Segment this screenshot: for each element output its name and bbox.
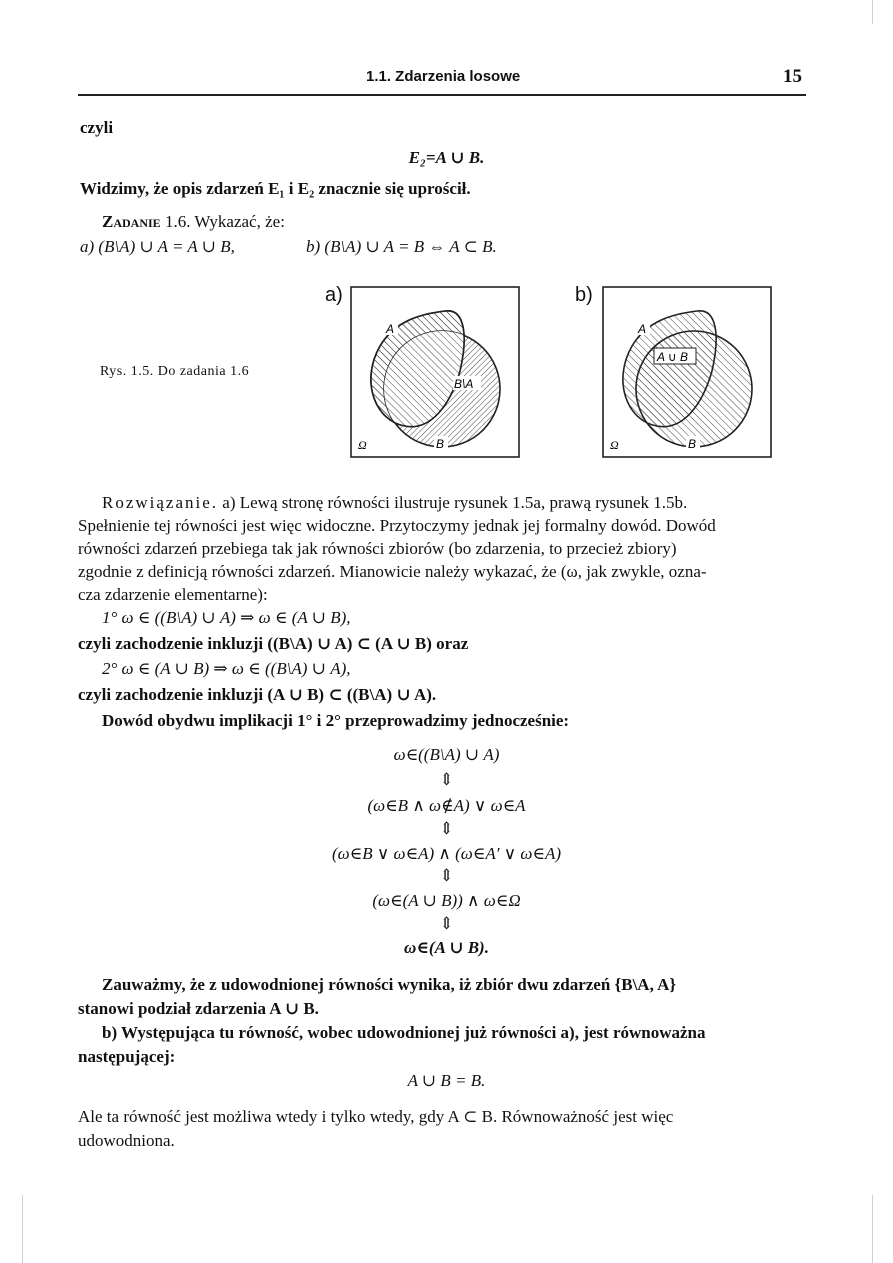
solution-line-3: równości zdarzeń przebiega tak jak równości zbiorów (bo zdarzenia, to przecież zbiory) [78, 539, 677, 558]
label-b-b: B [688, 437, 697, 451]
label-omega: Ω [358, 438, 367, 452]
proof-intro: Dowód obydwu implikacji 1° i 2° przeprowadzimy jednocześnie: [102, 711, 570, 730]
label-a-union-b: A ∪ B [657, 350, 689, 364]
iff-arrow-4: ⇕ [439, 914, 454, 933]
task-part-a: a) (B\A) ∪ A = A ∪ B, [80, 237, 235, 256]
task-part-b: b) (B\A) ∪ A = B ⇔ A ⊂ B. [306, 237, 497, 256]
running-header [78, 64, 806, 96]
implication-1: 1° ω ∈ ((B\A) ∪ A) ⇒ ω ∈ (A ∪ B), [102, 608, 351, 627]
task-number: 1.6. [164, 212, 191, 231]
closing-note-2: stanowi podział zdarzenia A ∪ B. [78, 999, 319, 1018]
proof-step-5: ω∈(A ∪ B). [404, 938, 489, 957]
intro-czyli: czyli [80, 118, 114, 137]
solution-line-1: Rozwiązanie. a) Lewą stronę równości ilustruje rysunek 1.5a, prawą rysunek 1.5b. [102, 493, 688, 512]
figure-b-label: b) [575, 284, 593, 306]
task-label: Zadanie [102, 212, 161, 231]
page-number: 15 [783, 66, 802, 87]
task-heading [102, 211, 285, 233]
intro-widzimy: Widzimy, że opis zdarzeń E₁ i E₂ znacznie się uprościł. [80, 179, 471, 198]
label-b-minus-a: B\A [454, 377, 474, 391]
closing-note-1: Zauważmy, że z udowodnionej równości wynika, iż zbiór dwu zdarzeń {B\A, A} [102, 975, 677, 994]
solution-line-5: cza zdarzenie elementarne): [78, 585, 268, 604]
figure-caption: Rys. 1.5. Do zadania 1.6 [100, 364, 250, 379]
figure-a-label: a) [325, 284, 343, 306]
running-title: 1.1. Zdarzenia losowe [366, 68, 521, 85]
iff-arrow-3: ⇕ [439, 866, 454, 885]
proof-step-2: (ω∈B ∧ ω∉A) ∨ ω∈A [367, 796, 526, 815]
label-omega-b: Ω [610, 438, 619, 452]
proof-step-4: (ω∈(A ∪ B)) ∧ ω∈Ω [372, 891, 521, 910]
equation-e2: E₂=A ∪ B. [408, 148, 485, 167]
page-edge-left [22, 1195, 23, 1263]
implication-1-note: czyli zachodzenie inkluzji ((B\A) ∪ A) ⊂ (A ∪ B) oraz [78, 634, 469, 653]
part-b-line-1: b) Występująca tu równość, wobec udowodnionej już równości a), jest równoważna [102, 1023, 706, 1042]
venn-diagram-a [350, 286, 520, 458]
implication-2: 2° ω ∈ (A ∪ B) ⇒ ω ∈ ((B\A) ∪ A), [102, 659, 351, 678]
proof-step-1: ω∈((B\A) ∪ A) [393, 745, 500, 764]
equation-final: A ∪ B = B. [407, 1071, 486, 1090]
page-edge-right [872, 0, 873, 24]
solution-heading: Rozwiązanie. [102, 493, 219, 512]
solution-line-4: zgodnie z definicją równości zdarzeń. Mianowicie należy wykazać, że (ω, jak zwykle, ozna- [78, 562, 707, 581]
proof-step-3: (ω∈B ∨ ω∈A) ∧ (ω∈A′ ∨ ω∈A) [331, 844, 562, 863]
part-b-line-2: następującej: [78, 1047, 176, 1066]
venn-diagram-b [602, 286, 772, 458]
page-edge-right-bottom [872, 1195, 873, 1263]
implication-2-note: czyli zachodzenie inkluzji (A ∪ B) ⊂ ((B\A) ∪ A). [78, 685, 437, 704]
label-a: A [386, 322, 395, 336]
label-b: B [436, 437, 445, 451]
iff-arrow-2: ⇕ [439, 819, 454, 838]
final-line-1: Ale ta równość jest możliwa wtedy i tylko wtedy, gdy A ⊂ B. Równoważność jest więc [78, 1107, 674, 1126]
label-a-b: A [638, 322, 647, 336]
final-line-2: udowodniona. [78, 1131, 175, 1150]
iff-arrow-1: ⇕ [439, 770, 454, 789]
task-text: Wykazać, że: [194, 212, 285, 231]
solution-line-2: Spełnienie tej równości jest więc widoczne. Przytoczymy jednak jej formalny dowód. Dowód [78, 516, 716, 535]
